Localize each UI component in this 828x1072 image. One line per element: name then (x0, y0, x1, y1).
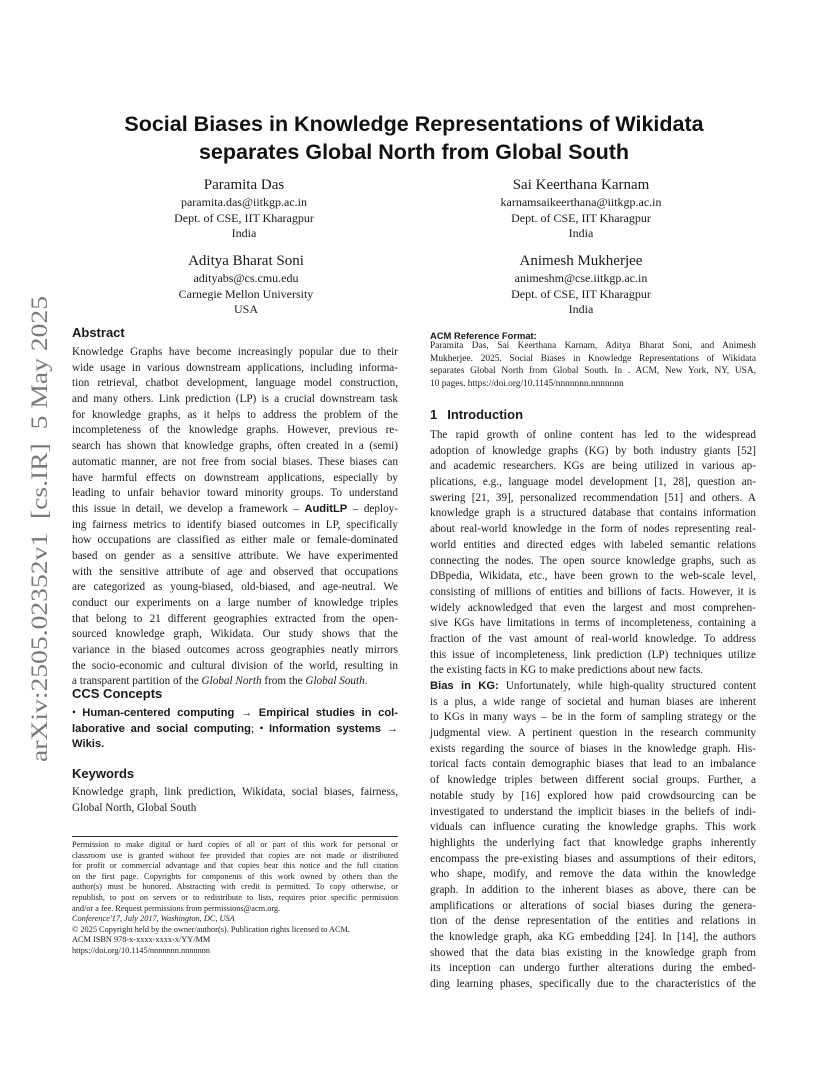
title-line: Social Biases in Knowledge Representations of Wikidata (124, 112, 704, 136)
footnote-line: republish, to post on servers or to redistribute to lists, requires prior specific permission (72, 892, 398, 902)
footnote-line: author(s) must be honored. Abstracting with credit is permitted. To copy otherwise, or (72, 882, 398, 892)
text-line: torical facts contain demographic biases that lead to an imbalance (430, 758, 756, 771)
text-line: for knowledge graphs, as it helps to address the problem of the (72, 408, 398, 421)
text-line: tion retrieval, chatbot development, language model construction, (72, 377, 398, 390)
arxiv-identifier-stamp (18, 292, 58, 762)
text-line: highlights the underlying fact that knowledge graphs inherently (430, 836, 756, 849)
text-line: ding learning phases, specifically due to the characteristics of the (430, 978, 756, 991)
author-email[interactable]: animeshm@cse.iitkgp.ac.in (514, 271, 648, 285)
author-affiliation: Carnegie Mellon University (178, 286, 314, 301)
text-line: fraction of the vast amount of real-world knowledge. To address (430, 632, 756, 645)
text-line: leading to unfair behavior toward minority groups. To understand (72, 487, 398, 500)
text-line: 10 pages. https://doi.org/10.1145/nnnnnnn.nnnnnnn (430, 378, 624, 389)
footnote-line: Permission to make digital or hard copies of all or part of this work for personal or (72, 840, 398, 849)
text-line: plications, e.g., language model development [1, 28], question an- (430, 476, 756, 489)
author-name: Paramita Das (203, 177, 285, 193)
text-line: search has shown that knowledge graphs, often created in a (semi) (72, 440, 398, 453)
text-line: how occupations are classified as either male or female-dominated (72, 534, 398, 547)
text-line: consisting of millions of entities and billions of facts. However, it is (430, 585, 756, 598)
text-line: amplifications or alterations of social biases during the genera- (430, 899, 756, 912)
text-line: The rapid growth of online content has led to the widespread (430, 429, 756, 441)
text-line: Bias in KG: Unfortunately, while high-quality structured content (430, 680, 756, 692)
text-line: notable study by [16] explored how paid crowdsourcing can be (430, 789, 756, 802)
introduction-body (430, 428, 756, 993)
text-line: tion of the dense representation of the entities and relations in (430, 915, 756, 928)
author-name: Aditya Bharat Soni (188, 253, 304, 269)
text-line: Wikis. (72, 738, 105, 751)
author-email[interactable]: paramita.das@iitkgp.ac.in (180, 195, 307, 209)
footnote-line: and/or a fee. Request permissions from permissions@acm.org. (72, 903, 281, 913)
text-line: widely acknowledged that even the largest and most comprehen- (430, 601, 756, 614)
text-line: this issue in detail, we develop a framework – AuditLP – deploy- (72, 502, 398, 515)
text-line: Knowledge Graphs have become increasingly popular due to their (72, 346, 398, 358)
footnote-doi[interactable]: https://doi.org/10.1145/nnnnnnn.nnnnnnn (72, 945, 211, 955)
text-line: adoption of knowledge graphs (KG) by both industry giants [52] (430, 444, 756, 457)
text-line: sive KGs have limitations in terms of incompleteness, containing a (430, 617, 756, 630)
text-line: is a plus, a wide range of societal and human biases are inherent (430, 695, 756, 708)
text-line: Knowledge graph, link prediction, Wikidata, social biases, fairness, (72, 786, 398, 798)
text-line: a transparent partition of the Global North from the Global South. (72, 675, 368, 688)
text-line: with the sensitive attribute of age and observed that occupations (72, 565, 398, 578)
acm-reference-heading: ACM Reference Format: (430, 330, 537, 341)
text-line: who shape, modify, and remove the data within the knowledge (430, 868, 756, 881)
text-line: of knowledge triples between different social groups. Further, a (430, 774, 756, 787)
introduction-heading (430, 407, 756, 423)
author-block-4 (431, 252, 731, 318)
text-line: and many others. Link prediction (LP) is a crucial downstream task (72, 393, 398, 406)
text-line: DBpedia, Wikidata, etc., have been grown to the web-scale level, (430, 570, 756, 583)
author-email[interactable]: adityabs@cs.cmu.edu (193, 271, 299, 285)
text-line: the existing facts in KG to make predictions about new facts. (430, 664, 704, 677)
text-line: separates Global North from Global South. In . ACM, New York, NY, USA, (430, 366, 756, 377)
author-affiliation: Dept. of CSE, IIT Kharagpur (511, 210, 651, 225)
text-line: have harmful effects on downstream applications, especially by (72, 471, 398, 484)
text-line: graph. In addition to the inherent biases as above, there can be (430, 883, 756, 896)
text-line: sourced knowledge graph, Wikidata. Our study shows that the (72, 628, 398, 641)
text-line: the knowledge graph, aka KG embedding [24]. In [14], the authors (430, 931, 756, 943)
footnote-copyright: © 2025 Copyright held by the owner/author(s). Publication rights licensed to ACM. (72, 924, 350, 934)
text-line: connecting the nodes. The open source knowledge graphs, such as (430, 554, 756, 567)
text-line: and academic researchers. KGs are being utilized in various ap- (430, 460, 756, 473)
text-line: based on gender as a sensitive attribute. We have experimented (72, 549, 398, 562)
text-line: world entities and directed edges with labeled semantic relations (430, 538, 756, 551)
author-country: India (568, 226, 594, 241)
author-country: India (231, 226, 257, 241)
author-block-3 (96, 252, 396, 318)
text-line: are categorized as young-biased, old-biased, and age-neutral. We (72, 581, 398, 594)
author-affiliation: Dept. of CSE, IIT Kharagpur (174, 210, 314, 225)
author-name: Animesh Mukherjee (519, 253, 643, 269)
text-line: Paramita Das, Sai Keerthana Karnam, Aditya Bharat Soni, and Animesh (430, 341, 756, 351)
text-line: • Human-centered computing → Empirical studies in col- (72, 707, 398, 719)
section-number: 1 (430, 407, 438, 422)
ccs-body (72, 706, 398, 753)
text-line: laborative and social computing; • Information systems → (72, 722, 398, 735)
text-line: Mukherjee. 2025. Social Biases in Knowledge Representations of Wikidata (430, 353, 756, 364)
title-line: separates Global North from Global South (198, 140, 630, 164)
footnote-line: on the first page. Copyrights for components of this work owned by others than the (72, 871, 398, 881)
footnote-line: for profit or commercial advantage and that copies bear this notice and the full citation (72, 861, 398, 871)
author-affiliation: Dept. of CSE, IIT Kharagpur (511, 286, 651, 301)
text-line: the socio-economic and cultural division of the world, resulting in (72, 659, 398, 672)
text-line: variance in the biased outcomes across geographies neatly mirrors (72, 644, 398, 657)
text-line: incompleteness of the knowledge graphs. However, previous re- (72, 424, 398, 437)
author-country: USA (233, 302, 258, 317)
text-line: wide usage in various downstream applications, including informa- (72, 361, 398, 374)
text-line: automatic manner, are not free from social biases. These biases can (72, 455, 398, 468)
author-country: India (568, 302, 594, 317)
footnote-conference: Conference'17, July 2017, Washington, DC, USA (72, 914, 235, 924)
text-line: its inception can undergo further alterations during the embed- (430, 962, 756, 975)
text-line: judgmental view. A pertinent question in the research community (430, 727, 756, 740)
author-name: Sai Keerthana Karnam (512, 177, 650, 193)
author-block-1 (94, 176, 394, 242)
text-line: this issue of incompleteness, link prediction (LP) techniques utilize (430, 648, 756, 661)
abstract-body (72, 345, 398, 690)
text-line: encompass the pre-existing biases and assumptions of their editors, (430, 852, 756, 865)
text-line: exists regarding the source of biases in the knowledge graph. His- (430, 742, 756, 755)
text-line: knowledge graph is a structured database that contains information (430, 507, 756, 520)
text-line: showed that the data bias existing in the knowledge graph from (430, 946, 756, 959)
text-line: about real-world knowledge in the form of nodes representing real- (430, 523, 756, 536)
ccs-heading: CCS Concepts (72, 686, 163, 701)
text-line: investigated to understand the implicit biases in the beliefs of indi- (430, 805, 756, 818)
permission-footnote (72, 840, 398, 957)
footnote-isbn: ACM ISBN 978-x-xxxx-xxxx-x/YY/MM (72, 935, 211, 945)
text-line: ing fairness metrics to identify biased outcomes in LP, specifically (72, 518, 398, 531)
footnote-line: classroom use is granted without fee provided that copies are not made or distributed (72, 850, 398, 860)
section-title: Introduction (447, 407, 524, 422)
author-block-2 (431, 176, 731, 242)
author-email[interactable]: karnamsaikeerthana@iitkgp.ac.in (500, 195, 662, 209)
acm-reference-body (430, 340, 756, 390)
keywords-heading: Keywords (72, 766, 135, 781)
text-line: swering [21, 39], personalized recommendation [51] and others. A (430, 491, 756, 504)
text-line: to KGs in many ways – be in the form of sampling strategy or the (430, 711, 756, 724)
text-line: Global North, Global South (72, 801, 197, 814)
keywords-body (72, 785, 398, 816)
text-line: viduals can influence curating the knowledge graphs. This work (430, 821, 756, 834)
arxiv-identifier-text: arXiv:2505.02352v1 [cs.IR] 5 May 2025 (27, 373, 52, 762)
text-line: that belong to 21 different geographies extracted from the open- (72, 612, 398, 625)
paper-title (60, 110, 768, 166)
text-line: conduct our experiments on a large number of knowledge triples (72, 597, 398, 609)
abstract-heading: Abstract (72, 325, 125, 340)
footnote-rule (72, 836, 398, 837)
